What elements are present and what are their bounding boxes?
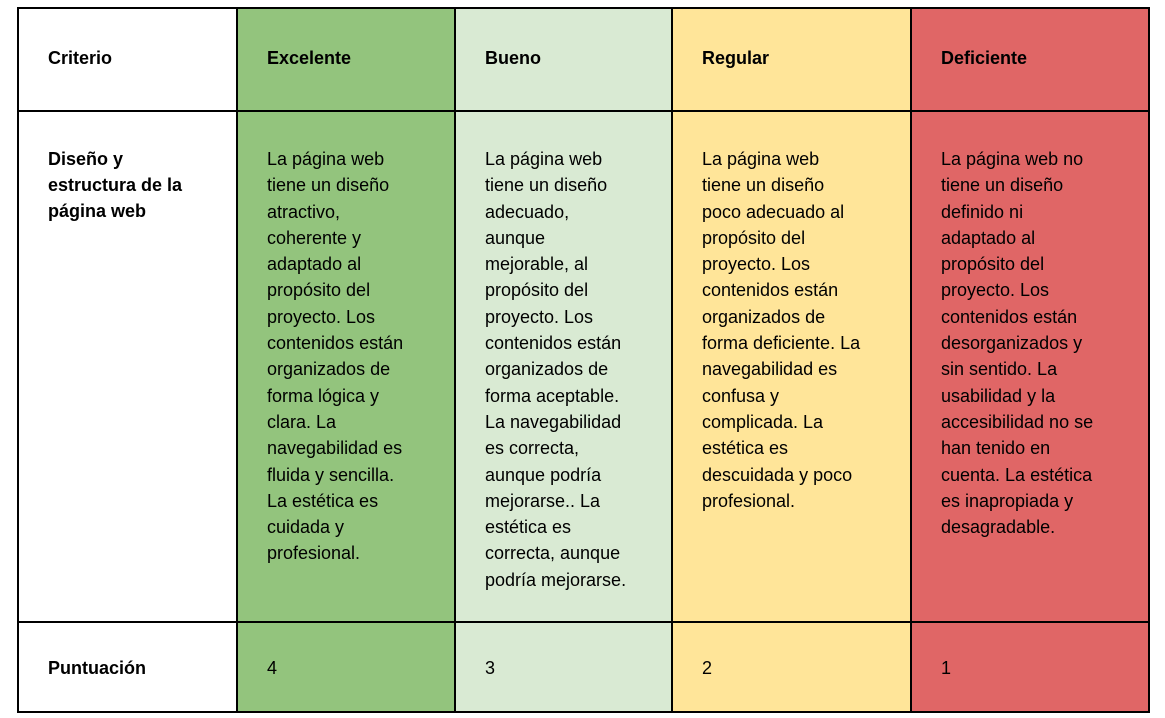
descriptor-line: estética es (702, 438, 789, 459)
descriptor-line: desorganizados y (941, 333, 1083, 354)
descriptor-line: adaptado al (941, 227, 1036, 248)
score-deficiente: 1 (941, 658, 952, 678)
descriptor-line: sin sentido. La (941, 359, 1058, 380)
descriptor-deficiente (912, 112, 1148, 540)
header-cell-excelente (237, 8, 455, 111)
descriptor-line: es correcta, (485, 438, 580, 459)
descriptor-line: contenidos están (941, 306, 1078, 327)
descriptor-line: poco adecuado al (702, 201, 845, 222)
header-excelente: Excelente (267, 48, 352, 68)
descriptor-line: propósito del (702, 227, 806, 248)
descriptor-line: contenidos están (485, 333, 622, 354)
descriptor-excelente (238, 112, 454, 567)
descriptor-line: tiene un diseño (941, 175, 1064, 196)
descriptor-line: definido ni (941, 201, 1024, 222)
descriptor-line: La estética es (267, 490, 379, 511)
descriptor-line: complicada. La (702, 411, 824, 432)
descriptor-line: fluida y sencilla. (267, 464, 395, 485)
descriptor-line: estética es (485, 517, 572, 538)
descriptor-line: tiene un diseño (485, 175, 608, 196)
descriptor-line: navegabilidad es (267, 438, 403, 459)
descriptor-line: propósito del (267, 280, 371, 301)
descriptor-line: contenidos están (267, 333, 404, 354)
criterion-label-cell (18, 111, 237, 622)
descriptor-line: forma aceptable. (485, 385, 620, 406)
descriptor-line: han tenido en (941, 438, 1051, 459)
header-bueno: Bueno (485, 48, 541, 68)
descriptor-line: adecuado, (485, 201, 570, 222)
descriptor-bueno (456, 112, 671, 593)
descriptor-regular (673, 112, 910, 514)
descriptor-line: atractivo, (267, 201, 341, 222)
score-cell-deficiente (911, 622, 1149, 712)
descriptor-line: proyecto. Los (267, 306, 376, 327)
criterion-label (19, 112, 236, 224)
descriptor-line: coherente y (267, 227, 362, 248)
descriptor-line: proyecto. Los (702, 254, 811, 275)
criterion-label-line: página web (48, 201, 147, 221)
descriptor-line: La página web (702, 149, 820, 169)
rubric-table (17, 7, 1150, 713)
header-cell-criterio (18, 8, 237, 111)
descriptor-line: proyecto. Los (485, 306, 594, 327)
descriptor-line: profesional. (267, 543, 361, 564)
descriptor-line: propósito del (485, 280, 589, 301)
descriptor-line: forma lógica y (267, 385, 380, 406)
descriptor-line: accesibilidad no se (941, 411, 1094, 432)
descriptor-line: tiene un diseño (267, 175, 390, 196)
descriptor-line: usabilidad y la (941, 385, 1056, 406)
descriptor-line: proyecto. Los (941, 280, 1050, 301)
descriptor-line: desagradable. (941, 517, 1056, 538)
descriptor-line: adaptado al (267, 254, 362, 275)
descriptor-line: mejorarse.. La (485, 490, 601, 511)
score-regular: 2 (702, 658, 713, 678)
descriptor-line: La navegabilidad (485, 411, 622, 432)
descriptor-line: organizados de (485, 359, 609, 380)
score-label-cell (18, 622, 237, 712)
descriptor-line: tiene un diseño (702, 175, 825, 196)
criterion-row (18, 111, 1149, 622)
descriptor-cell-bueno (455, 111, 672, 622)
descriptor-line: confusa y (702, 385, 780, 406)
score-cell-regular (672, 622, 911, 712)
descriptor-cell-regular (672, 111, 911, 622)
header-cell-bueno (455, 8, 672, 111)
header-row (18, 8, 1149, 111)
score-bueno: 3 (485, 658, 496, 678)
header-cell-regular (672, 8, 911, 111)
descriptor-line: profesional. (702, 490, 796, 511)
descriptor-line: aunque podría (485, 464, 602, 485)
criterion-label-line: Diseño y (48, 149, 124, 169)
descriptor-line: cuenta. La estética (941, 464, 1093, 485)
descriptor-line: descuidada y poco (702, 464, 853, 485)
header-regular: Regular (702, 48, 770, 68)
descriptor-cell-excelente (237, 111, 455, 622)
descriptor-line: La página web (485, 149, 603, 169)
criterion-label-line: estructura de la (48, 175, 183, 195)
descriptor-line: contenidos están (702, 280, 839, 301)
descriptor-line: correcta, aunque (485, 543, 621, 564)
descriptor-line: aunque (485, 227, 546, 248)
score-label: Puntuación (48, 658, 146, 678)
descriptor-line: forma deficiente. La (702, 333, 861, 354)
descriptor-cell-deficiente (911, 111, 1149, 622)
score-row (18, 622, 1149, 712)
descriptor-line: clara. La (267, 411, 337, 432)
descriptor-line: navegabilidad es (702, 359, 838, 380)
descriptor-line: es inapropiada y (941, 490, 1074, 511)
descriptor-line: La página web no (941, 149, 1084, 169)
header-deficiente: Deficiente (941, 48, 1028, 68)
header-cell-deficiente (911, 8, 1149, 111)
descriptor-line: La página web (267, 149, 385, 169)
descriptor-line: organizados de (702, 306, 826, 327)
descriptor-line: podría mejorarse. (485, 569, 627, 590)
descriptor-line: cuidada y (267, 517, 345, 538)
score-cell-bueno (455, 622, 672, 712)
descriptor-line: mejorable, al (485, 254, 589, 275)
descriptor-line: propósito del (941, 254, 1045, 275)
descriptor-line: organizados de (267, 359, 391, 380)
score-excelente: 4 (267, 658, 278, 678)
score-cell-excelente (237, 622, 455, 712)
header-criterio: Criterio (48, 48, 113, 68)
